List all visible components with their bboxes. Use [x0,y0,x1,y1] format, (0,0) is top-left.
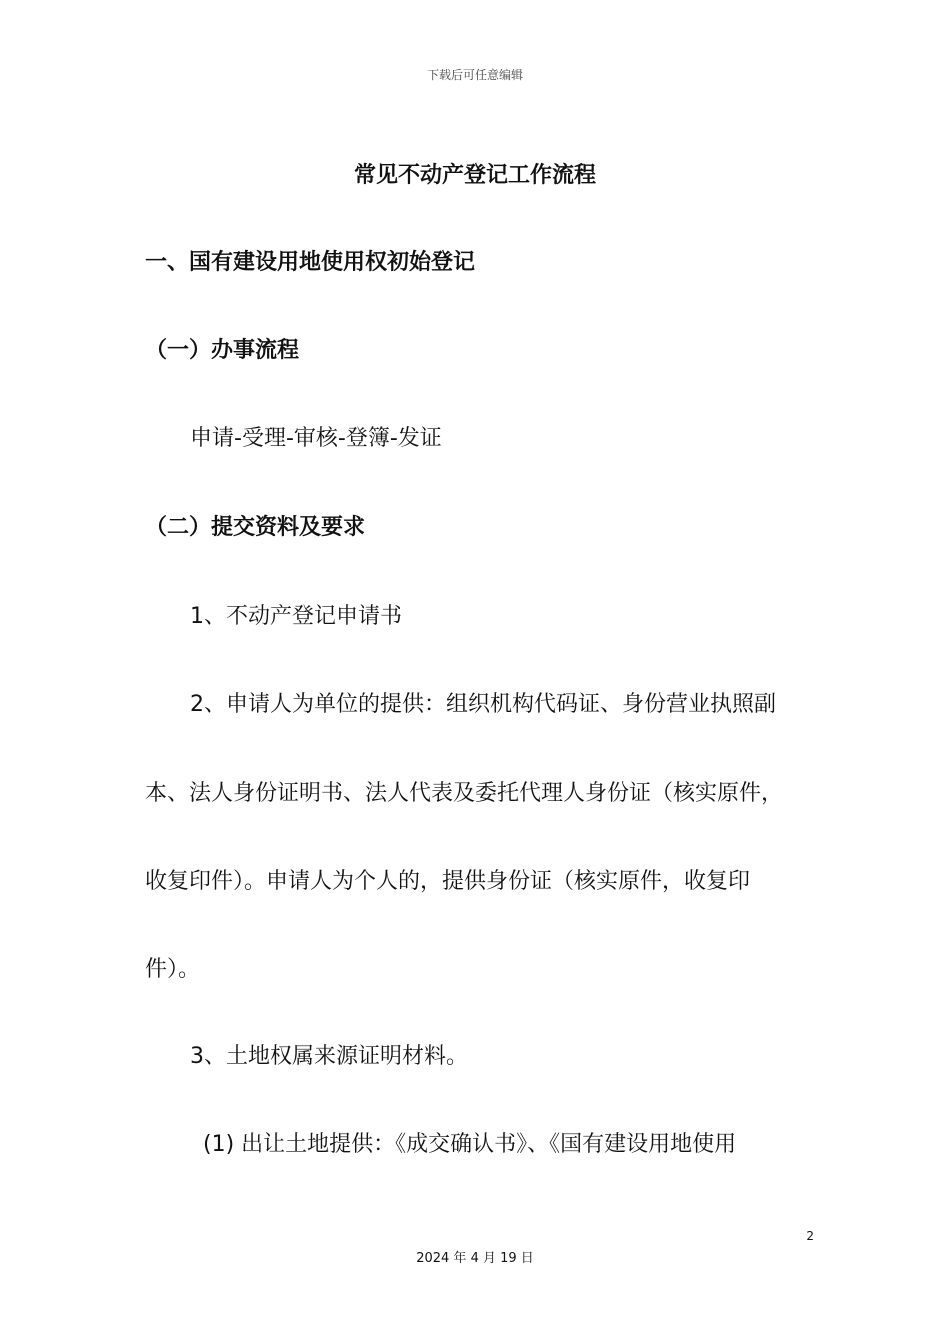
subsection-heading-process: （一）办事流程 [145,338,300,363]
list-item-2-line-1: 2、申请人为单位的提供：组织机构代码证、身份营业执照副 [190,692,776,717]
page-number: 2 [806,1229,814,1243]
header-note: 下载后可任意编辑 [426,68,523,82]
list-item-1: 1、不动产登记申请书 [190,604,402,629]
footer-date: 2024 年 4 月 19 日 [416,1251,534,1266]
section-heading: 一、国有建设用地使用权初始登记 [145,250,476,275]
process-flow-text: 申请-受理-审核-登簿-发证 [190,426,442,451]
list-item-2-line-2: 本、法人身份证明书、法人代表及委托代理人身份证（核实原件， [145,781,784,806]
list-item-3: 3、土地权属来源证明材料。 [190,1044,468,1069]
list-item-2-line-4: 件）。 [145,957,201,982]
document-title: 常见不动产登记工作流程 [353,163,596,188]
subsection-heading-materials: （二）提交资料及要求 [145,515,366,540]
list-item-2-line-3: 收复印件）。申请人为个人的，提供身份证（核实原件，收复印 [145,869,751,894]
list-item-3-1: (1) 出让土地提供：《成交确认书》、《国有建设用地使用 [203,1132,737,1157]
